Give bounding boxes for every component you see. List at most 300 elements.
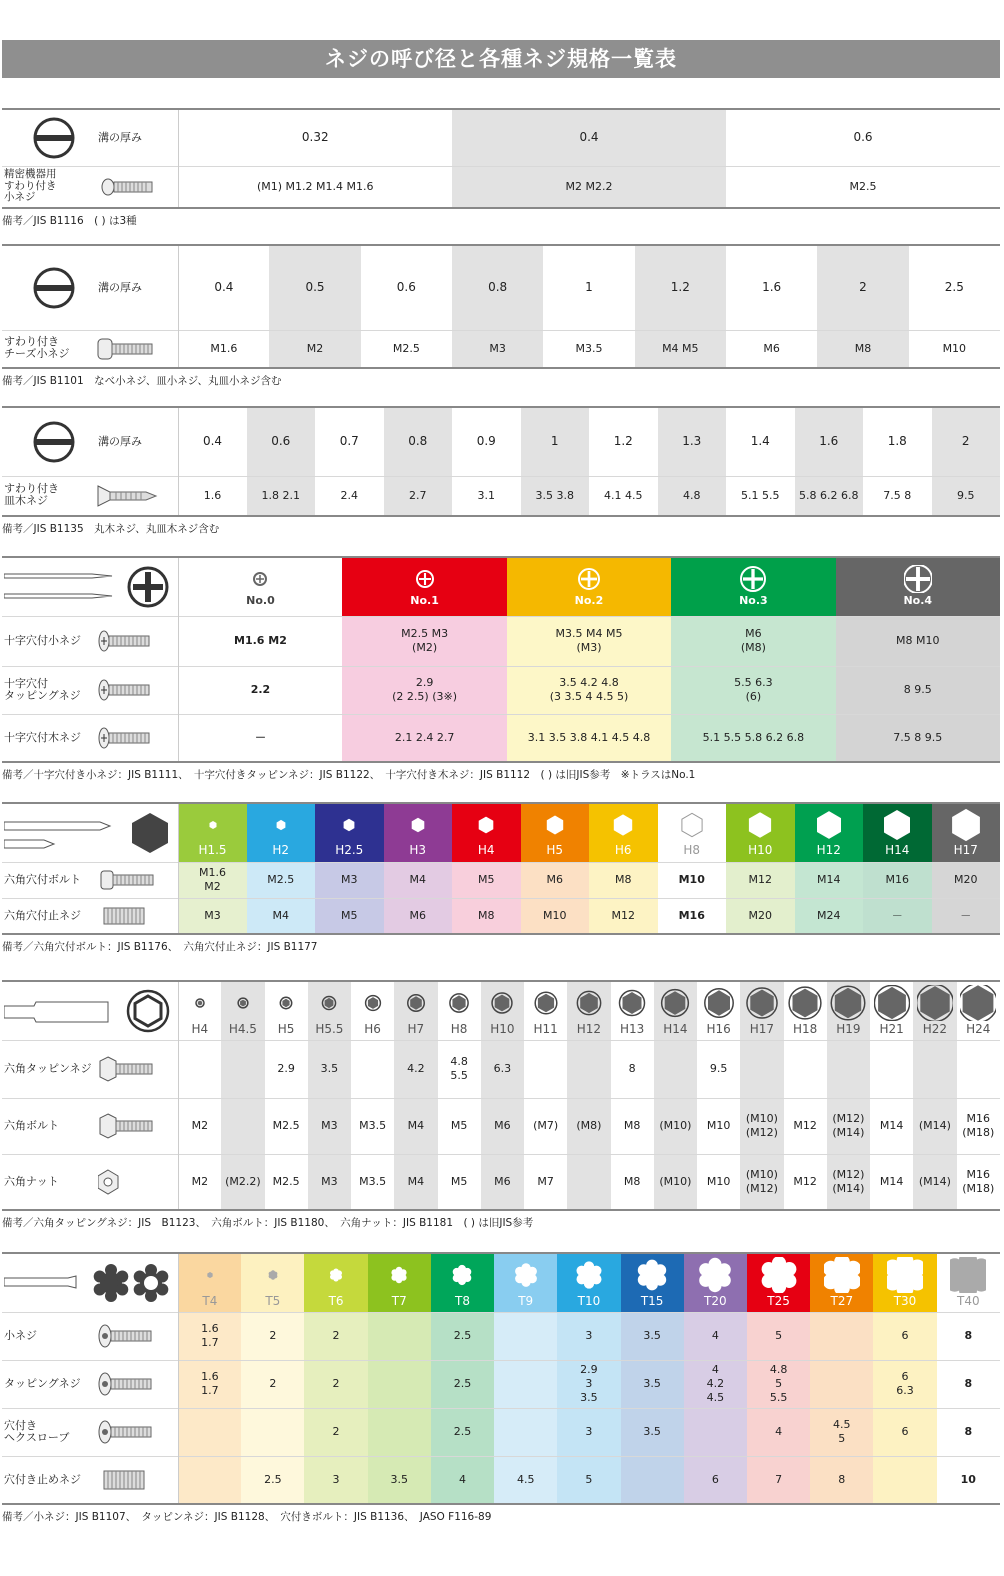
screw-size-value: (M12) (M14)	[827, 1154, 870, 1210]
screw-icon	[96, 484, 160, 508]
slotted-head-icon	[32, 266, 76, 310]
phillips-size-label: No.3	[739, 594, 768, 608]
screw-size-value: 3.1	[452, 476, 521, 516]
slot-thickness-value: 0.8	[384, 408, 453, 476]
screw-type-label	[2, 1312, 178, 1360]
screw-size-value	[351, 1040, 394, 1098]
torx-size-header	[178, 1254, 241, 1312]
screw-size-value	[873, 1456, 936, 1504]
screw-size-value: 4.5 5	[810, 1408, 873, 1456]
phillips-size-label: No.2	[574, 594, 604, 608]
note: 備考／十字穴付き小ネジ：JIS B1111、 十字穴付きタッピンネジ：JIS B1122、 十字穴付き木ネジ：JIS B1112 ( ) は旧JIS参考 ※トラスはNo.1	[2, 769, 696, 781]
row-label: 精密機器用 すわり付き 小ネジ	[4, 168, 57, 204]
table-row	[2, 1154, 1000, 1210]
screw-size-value	[178, 1408, 241, 1456]
screw-icon	[98, 629, 160, 653]
screw-size-value: M1.6	[178, 330, 269, 368]
screw-size-value: M6	[521, 862, 590, 898]
phillips-size-header	[671, 558, 835, 616]
hex-key-size-label: H6	[614, 842, 632, 857]
slot-thickness-value: 1.2	[589, 408, 658, 476]
hex-head-icon	[614, 985, 650, 1021]
screw-size-value: M14	[870, 1098, 913, 1154]
torx-tip-icon	[950, 1257, 986, 1293]
hex-size-label: H22	[922, 1021, 948, 1036]
hex-size-label: H4	[191, 1021, 209, 1036]
slot-thickness-value: 1	[521, 408, 590, 476]
screw-size-value	[810, 1312, 873, 1360]
hex-tip-icon	[949, 808, 983, 842]
torx-tip-icon	[697, 1257, 733, 1293]
screw-size-value: 6 6.3	[873, 1360, 936, 1408]
screw-size-value: 3	[557, 1408, 620, 1456]
hex-key-size-header	[178, 804, 247, 862]
torx-tip-icon	[761, 1257, 797, 1293]
torx-tip-icon	[255, 1257, 291, 1293]
screw-icon	[100, 868, 160, 892]
screw-size-value: M1.6 M2	[178, 862, 247, 898]
hex-key-size-label: H2.5	[335, 842, 364, 857]
phillips-size-label: No.0	[246, 594, 275, 608]
torx-size-header	[747, 1254, 810, 1312]
hex-size-header	[481, 982, 524, 1040]
hex-size-label: H11	[533, 1021, 558, 1036]
hex-size-header	[827, 982, 870, 1040]
phillips-tip-icon	[411, 565, 439, 593]
phillips-driver-icon	[4, 564, 116, 608]
screw-size-value: 3.5	[368, 1456, 431, 1504]
screw-size-value: M24	[795, 898, 864, 934]
screw-size-value: M12	[589, 898, 658, 934]
hex-size-header	[697, 982, 740, 1040]
screw-size-value: 1.6 1.7	[178, 1360, 241, 1408]
hex-key-size-header	[863, 804, 932, 862]
hex-size-label: H5.5	[315, 1021, 344, 1036]
screw-size-value: 2.5	[431, 1360, 494, 1408]
screw-size-value: 1.6 1.7	[178, 1312, 241, 1360]
hex-head-icon	[960, 985, 996, 1021]
screw-size-value: M2.5	[726, 166, 1000, 208]
torx-tip-icon	[571, 1257, 607, 1293]
note: 備考／六角穴付ボルト：JIS B1176、 六角穴付止ネジ：JIS B1177	[2, 941, 318, 953]
hex-key-size-header	[315, 804, 384, 862]
hex-head-icon	[484, 985, 520, 1021]
screw-size-value: M5	[315, 898, 384, 934]
hex-size-label: H6	[364, 1021, 381, 1036]
row-label: 六角ボルト	[4, 1119, 59, 1133]
table-row	[2, 1098, 1000, 1154]
note: 備考／小ネジ：JIS B1107、 タッピンネジ：JIS B1128、 穴付きボルト：JIS B1136、 JASO F116-89	[2, 1511, 492, 1523]
screw-icon	[98, 726, 160, 750]
screw-label	[2, 476, 178, 516]
slot-thickness-value: 1.6	[726, 246, 817, 330]
slot-thickness-value: 0.4	[178, 246, 269, 330]
screw-size-value: (M7)	[524, 1098, 567, 1154]
screw-size-value: M2	[178, 1154, 221, 1210]
torx-header-cell	[2, 1254, 178, 1312]
note: 備考／JIS B1116 ( ) は3種	[2, 215, 137, 227]
screw-size-value: M20	[726, 898, 795, 934]
hex-key-size-label: H5	[546, 842, 564, 857]
screw-size-value: M4	[394, 1154, 437, 1210]
hex-key-icon	[4, 810, 116, 854]
screw-size-value: M3	[452, 330, 543, 368]
screw-size-value	[567, 1154, 610, 1210]
screw-size-value: 6	[873, 1312, 936, 1360]
hex-size-label: H5	[277, 1021, 295, 1036]
screw-size-value: M6	[481, 1154, 524, 1210]
screw-type-label	[2, 898, 178, 934]
slot-thickness-value: 0.6	[726, 110, 1000, 166]
screw-icon	[98, 1419, 160, 1445]
hex-tip-icon	[538, 808, 572, 842]
screw-icon	[96, 337, 160, 361]
screw-size-value: M3	[178, 898, 247, 934]
screw-size-value	[178, 1040, 221, 1098]
screw-size-value: 9.5	[697, 1040, 740, 1098]
hex-tip-icon	[332, 808, 366, 842]
hex-size-label: H14	[663, 1021, 688, 1036]
screw-type-label	[2, 1154, 178, 1210]
phillips-tip-icon	[904, 565, 932, 593]
row-label: 六角タッピンネジ	[4, 1062, 92, 1076]
screw-size-value	[241, 1408, 304, 1456]
hex-key-size-label: H14	[885, 842, 910, 857]
screw-size-value: 3.5	[621, 1360, 684, 1408]
hex-key-size-header	[795, 804, 864, 862]
screw-size-value: 5.1 5.5	[726, 476, 795, 516]
torx-tip-icon	[381, 1257, 417, 1293]
torx-size-label: T4	[202, 1293, 218, 1308]
torx-size-label: T30	[893, 1293, 917, 1308]
slot-thickness-value: 0.6	[247, 408, 316, 476]
phillips-size-label: No.4	[903, 594, 933, 608]
table-row	[2, 616, 1000, 666]
slot-thickness-value: 1	[543, 246, 634, 330]
hex-key-size-label: H3	[409, 842, 427, 857]
screw-size-value: 7	[747, 1456, 810, 1504]
torx-size-label: T5	[265, 1293, 281, 1308]
screw-size-value: 6	[873, 1408, 936, 1456]
note: 備考／JIS B1101 なべ小ネジ、皿小ネジ、丸皿小ネジ含む	[2, 375, 282, 387]
hex-head-icon	[441, 985, 477, 1021]
row-label: 溝の厚み	[98, 280, 142, 294]
screw-size-value: 4.2	[394, 1040, 437, 1098]
screw-size-value: 3.5	[621, 1312, 684, 1360]
torx-tip-icon	[444, 1257, 480, 1293]
screw-size-value	[810, 1360, 873, 1408]
screw-size-value: M8	[589, 862, 658, 898]
phillips-size-header	[342, 558, 506, 616]
hex-key-size-label: H8	[683, 842, 701, 857]
torx-tip-icon	[634, 1257, 670, 1293]
screw-size-value: 2	[241, 1312, 304, 1360]
screw-size-value: 3.5	[621, 1408, 684, 1456]
torx-size-header	[810, 1254, 873, 1312]
hex-size-header	[870, 982, 913, 1040]
torx-size-header	[621, 1254, 684, 1312]
screw-type-label	[2, 1040, 178, 1098]
screw-size-value: 7.5 8 9.5	[836, 714, 1000, 762]
hex-head-icon	[874, 985, 910, 1021]
hex-size-label: H12	[576, 1021, 602, 1036]
row-label: 穴付き ヘクスローブ	[4, 1418, 70, 1444]
screw-size-value: 2.9	[265, 1040, 308, 1098]
hex-head-icon	[787, 985, 823, 1021]
phillips-size-header	[836, 558, 1000, 616]
screw-size-value	[494, 1312, 557, 1360]
torx-internal-icon	[132, 1264, 170, 1302]
screw-size-value: M4 M5	[635, 330, 726, 368]
screw-size-value: 1.6	[178, 476, 247, 516]
hex-key-size-header	[589, 804, 658, 862]
screw-size-value: (M2.2)	[221, 1154, 264, 1210]
hex-size-header	[438, 982, 481, 1040]
screw-size-value: 5.5 6.3 (6)	[671, 666, 835, 714]
screw-size-value: 4 4.2 4.5	[684, 1360, 747, 1408]
torx-external-icon	[92, 1264, 130, 1302]
hex-key-size-header	[658, 804, 727, 862]
hex-head-icon	[126, 989, 170, 1033]
screw-size-value: M4	[394, 1098, 437, 1154]
screw-size-value: M7	[524, 1154, 567, 1210]
screw-size-value: 2.1 2.4 2.7	[342, 714, 506, 762]
screw-size-value: 2	[241, 1360, 304, 1408]
table-row	[2, 666, 1000, 714]
hex-key-size-label: H10	[748, 842, 773, 857]
slot-thickness-value: 1.3	[658, 408, 727, 476]
row-label: 小ネジ	[4, 1329, 37, 1343]
screw-size-value	[784, 1040, 827, 1098]
screw-size-value: 4	[431, 1456, 494, 1504]
hex-size-header	[740, 982, 783, 1040]
screw-size-value: (M8)	[567, 1098, 610, 1154]
row-label: すわり付き 皿木ネジ	[4, 482, 59, 508]
torx-tip-icon	[192, 1257, 228, 1293]
row-label: 穴付き止めネジ	[4, 1472, 81, 1486]
screw-size-value: 8	[810, 1456, 873, 1504]
screw-size-value: M3.5 M4 M5 (M3)	[507, 616, 671, 666]
torx-size-header	[557, 1254, 620, 1312]
screw-size-value: 9.5	[932, 476, 1001, 516]
screw-size-value	[494, 1360, 557, 1408]
row-label: すわり付き チーズ小ネジ	[4, 335, 70, 361]
hex-size-header	[913, 982, 956, 1040]
hexalobular-table	[2, 1252, 1000, 1524]
screw-size-value: M16	[658, 898, 727, 934]
screw-size-value	[524, 1040, 567, 1098]
screw-size-value: M2	[269, 330, 360, 368]
socket-wrench-icon	[4, 992, 114, 1032]
hex-head-icon	[182, 985, 218, 1021]
hex-head-icon	[311, 985, 347, 1021]
phillips-size-header	[178, 558, 342, 616]
hex-size-label: H7	[407, 1021, 425, 1036]
row-label: 十字穴付 タッピングネジ	[4, 676, 81, 702]
screw-size-value: 3.5 3.8	[521, 476, 590, 516]
torx-tip-icon	[887, 1257, 923, 1293]
slotted-head-icon	[32, 116, 76, 160]
hex-tip-icon	[606, 808, 640, 842]
torx-size-label: T15	[640, 1293, 664, 1308]
torx-size-label: T8	[455, 1293, 470, 1308]
torx-size-label: T6	[328, 1293, 344, 1308]
hex-socket-table	[2, 802, 1000, 954]
screw-size-value	[494, 1408, 557, 1456]
hex-size-label: H19	[836, 1021, 861, 1036]
screw-size-value: M5	[438, 1098, 481, 1154]
screw-size-value	[957, 1040, 1001, 1098]
screw-size-value	[368, 1360, 431, 1408]
screw-size-value: M3	[308, 1098, 351, 1154]
screw-size-value	[368, 1408, 431, 1456]
hex-size-header	[265, 982, 308, 1040]
screw-size-value: 2.5	[241, 1456, 304, 1504]
hex-head-icon	[571, 985, 607, 1021]
screw-size-value: －	[863, 898, 932, 934]
hex-head-table	[2, 980, 1000, 1230]
table-row	[2, 1360, 1000, 1408]
hex-size-label: H17	[749, 1021, 775, 1036]
page-title: ネジの呼び径と各種ネジ規格一覧表	[2, 40, 1000, 78]
screw-size-value: M5	[452, 862, 521, 898]
screw-size-value: 4	[747, 1408, 810, 1456]
screw-size-value: M2.5	[361, 330, 452, 368]
screw-label	[2, 166, 178, 208]
phillips-tip-icon	[739, 565, 767, 593]
screw-size-value: 7.5 8	[863, 476, 932, 516]
phillips-size-label: No.1	[410, 594, 439, 608]
torx-size-header	[304, 1254, 367, 1312]
countersunk-wood-screw-table	[2, 406, 1000, 536]
slot-thickness-value: 0.7	[315, 408, 384, 476]
screw-size-value: M2.5	[265, 1154, 308, 1210]
phillips-head-icon	[126, 565, 170, 609]
hex-size-label: H24	[966, 1021, 991, 1036]
torx-size-header	[431, 1254, 494, 1312]
screw-size-value: 4.5	[494, 1456, 557, 1504]
slot-thickness-value: 2	[817, 246, 908, 330]
hex-head-icon	[701, 985, 737, 1021]
screw-size-value: 6.3	[481, 1040, 524, 1098]
hex-size-header	[567, 982, 610, 1040]
hex-key-size-label: H17	[953, 842, 978, 857]
screw-size-value: M2.5 M3 (M2)	[342, 616, 506, 666]
table-row	[2, 1040, 1000, 1098]
torx-size-header	[368, 1254, 431, 1312]
screw-size-value: 3.1 3.5 3.8 4.1 4.5 4.8	[507, 714, 671, 762]
hex-size-header	[394, 982, 437, 1040]
screw-icon	[100, 177, 160, 197]
screw-size-value: M8	[817, 330, 908, 368]
screw-size-value: (M10) (M12)	[740, 1154, 783, 1210]
screw-size-value	[740, 1040, 783, 1098]
hex-size-label: H8	[450, 1021, 468, 1036]
screw-size-value: M2 M2.2	[452, 166, 726, 208]
screw-size-value: M2.5	[247, 862, 316, 898]
screw-size-value: M1.6 M2	[178, 616, 342, 666]
hex-key-size-label: H12	[816, 842, 841, 857]
screw-type-label	[2, 714, 178, 762]
hex-tip-icon	[675, 808, 709, 842]
screw-icon	[98, 678, 160, 702]
screw-size-value: M12	[784, 1154, 827, 1210]
screw-size-value: 10	[937, 1456, 1000, 1504]
screw-size-value	[621, 1456, 684, 1504]
screw-size-value: M14	[795, 862, 864, 898]
screw-type-label	[2, 862, 178, 898]
screw-icon	[100, 904, 160, 928]
torx-size-header	[937, 1254, 1000, 1312]
hex-head-icon	[744, 985, 780, 1021]
note: 備考／六角タッピングネジ：JIS B1123、 六角ボルト：JIS B1180、 六角ナット：JIS B1181 ( ) は旧JIS参考	[2, 1217, 534, 1229]
screw-type-label	[2, 616, 178, 666]
table-row	[2, 1408, 1000, 1456]
hex-tip-icon	[196, 808, 230, 842]
hex-size-header	[221, 982, 264, 1040]
screw-size-value: 3.5	[308, 1040, 351, 1098]
hex-size-label: H4.5	[228, 1021, 257, 1036]
screw-size-value: M14	[870, 1154, 913, 1210]
slot-thickness-value: 1.6	[795, 408, 864, 476]
screw-size-value: M3	[308, 1154, 351, 1210]
torx-size-header	[241, 1254, 304, 1312]
hex-size-label: H13	[619, 1021, 645, 1036]
torx-size-header	[494, 1254, 557, 1312]
hex-socket-icon	[130, 811, 170, 855]
table-row	[2, 862, 1000, 898]
torx-tip-icon	[508, 1257, 544, 1293]
hex-head-icon	[830, 985, 866, 1021]
slot-thickness-value: 1.8	[863, 408, 932, 476]
screw-size-value: 3	[557, 1312, 620, 1360]
note: 備考／JIS B1135 丸木ネジ、丸皿木ネジ含む	[2, 523, 220, 535]
torx-size-label: T9	[518, 1293, 534, 1308]
screw-size-value: 1.8 2.1	[247, 476, 316, 516]
screw-size-value: M6	[726, 330, 817, 368]
screw-icon	[98, 1467, 160, 1493]
hex-tip-icon	[469, 808, 503, 842]
hex-head-icon	[398, 985, 434, 1021]
screw-size-value: M10	[909, 330, 1000, 368]
screw-size-value: 2.5	[431, 1408, 494, 1456]
hex-size-header	[351, 982, 394, 1040]
screw-size-value: M8 M10	[836, 616, 1000, 666]
torx-size-label: T27	[830, 1293, 854, 1308]
screw-size-value: 8	[937, 1312, 1000, 1360]
hex-tip-icon	[743, 808, 777, 842]
slot-thickness-value: 0.6	[361, 246, 452, 330]
screw-size-value: M3.5	[351, 1154, 394, 1210]
row-label: 十字穴付木ネジ	[4, 730, 81, 744]
torx-size-label: T40	[957, 1293, 980, 1308]
screw-size-value: (M14)	[913, 1098, 956, 1154]
hex-key-size-header	[521, 804, 590, 862]
hex-tip-icon	[880, 808, 914, 842]
screw-size-value: 8	[937, 1360, 1000, 1408]
screw-size-value: M5	[438, 1154, 481, 1210]
screw-size-value: －	[932, 898, 1001, 934]
screw-size-value: M8	[452, 898, 521, 934]
screw-size-value: 5.8 6.2 6.8	[795, 476, 864, 516]
screw-size-value	[221, 1098, 264, 1154]
screw-size-value: 5	[747, 1312, 810, 1360]
screw-size-value: 5.1 5.5 5.8 6.2 6.8	[671, 714, 835, 762]
torx-size-label: T7	[391, 1293, 407, 1308]
screw-size-value	[178, 1456, 241, 1504]
torx-tip-icon	[318, 1257, 354, 1293]
screw-size-value	[221, 1040, 264, 1098]
